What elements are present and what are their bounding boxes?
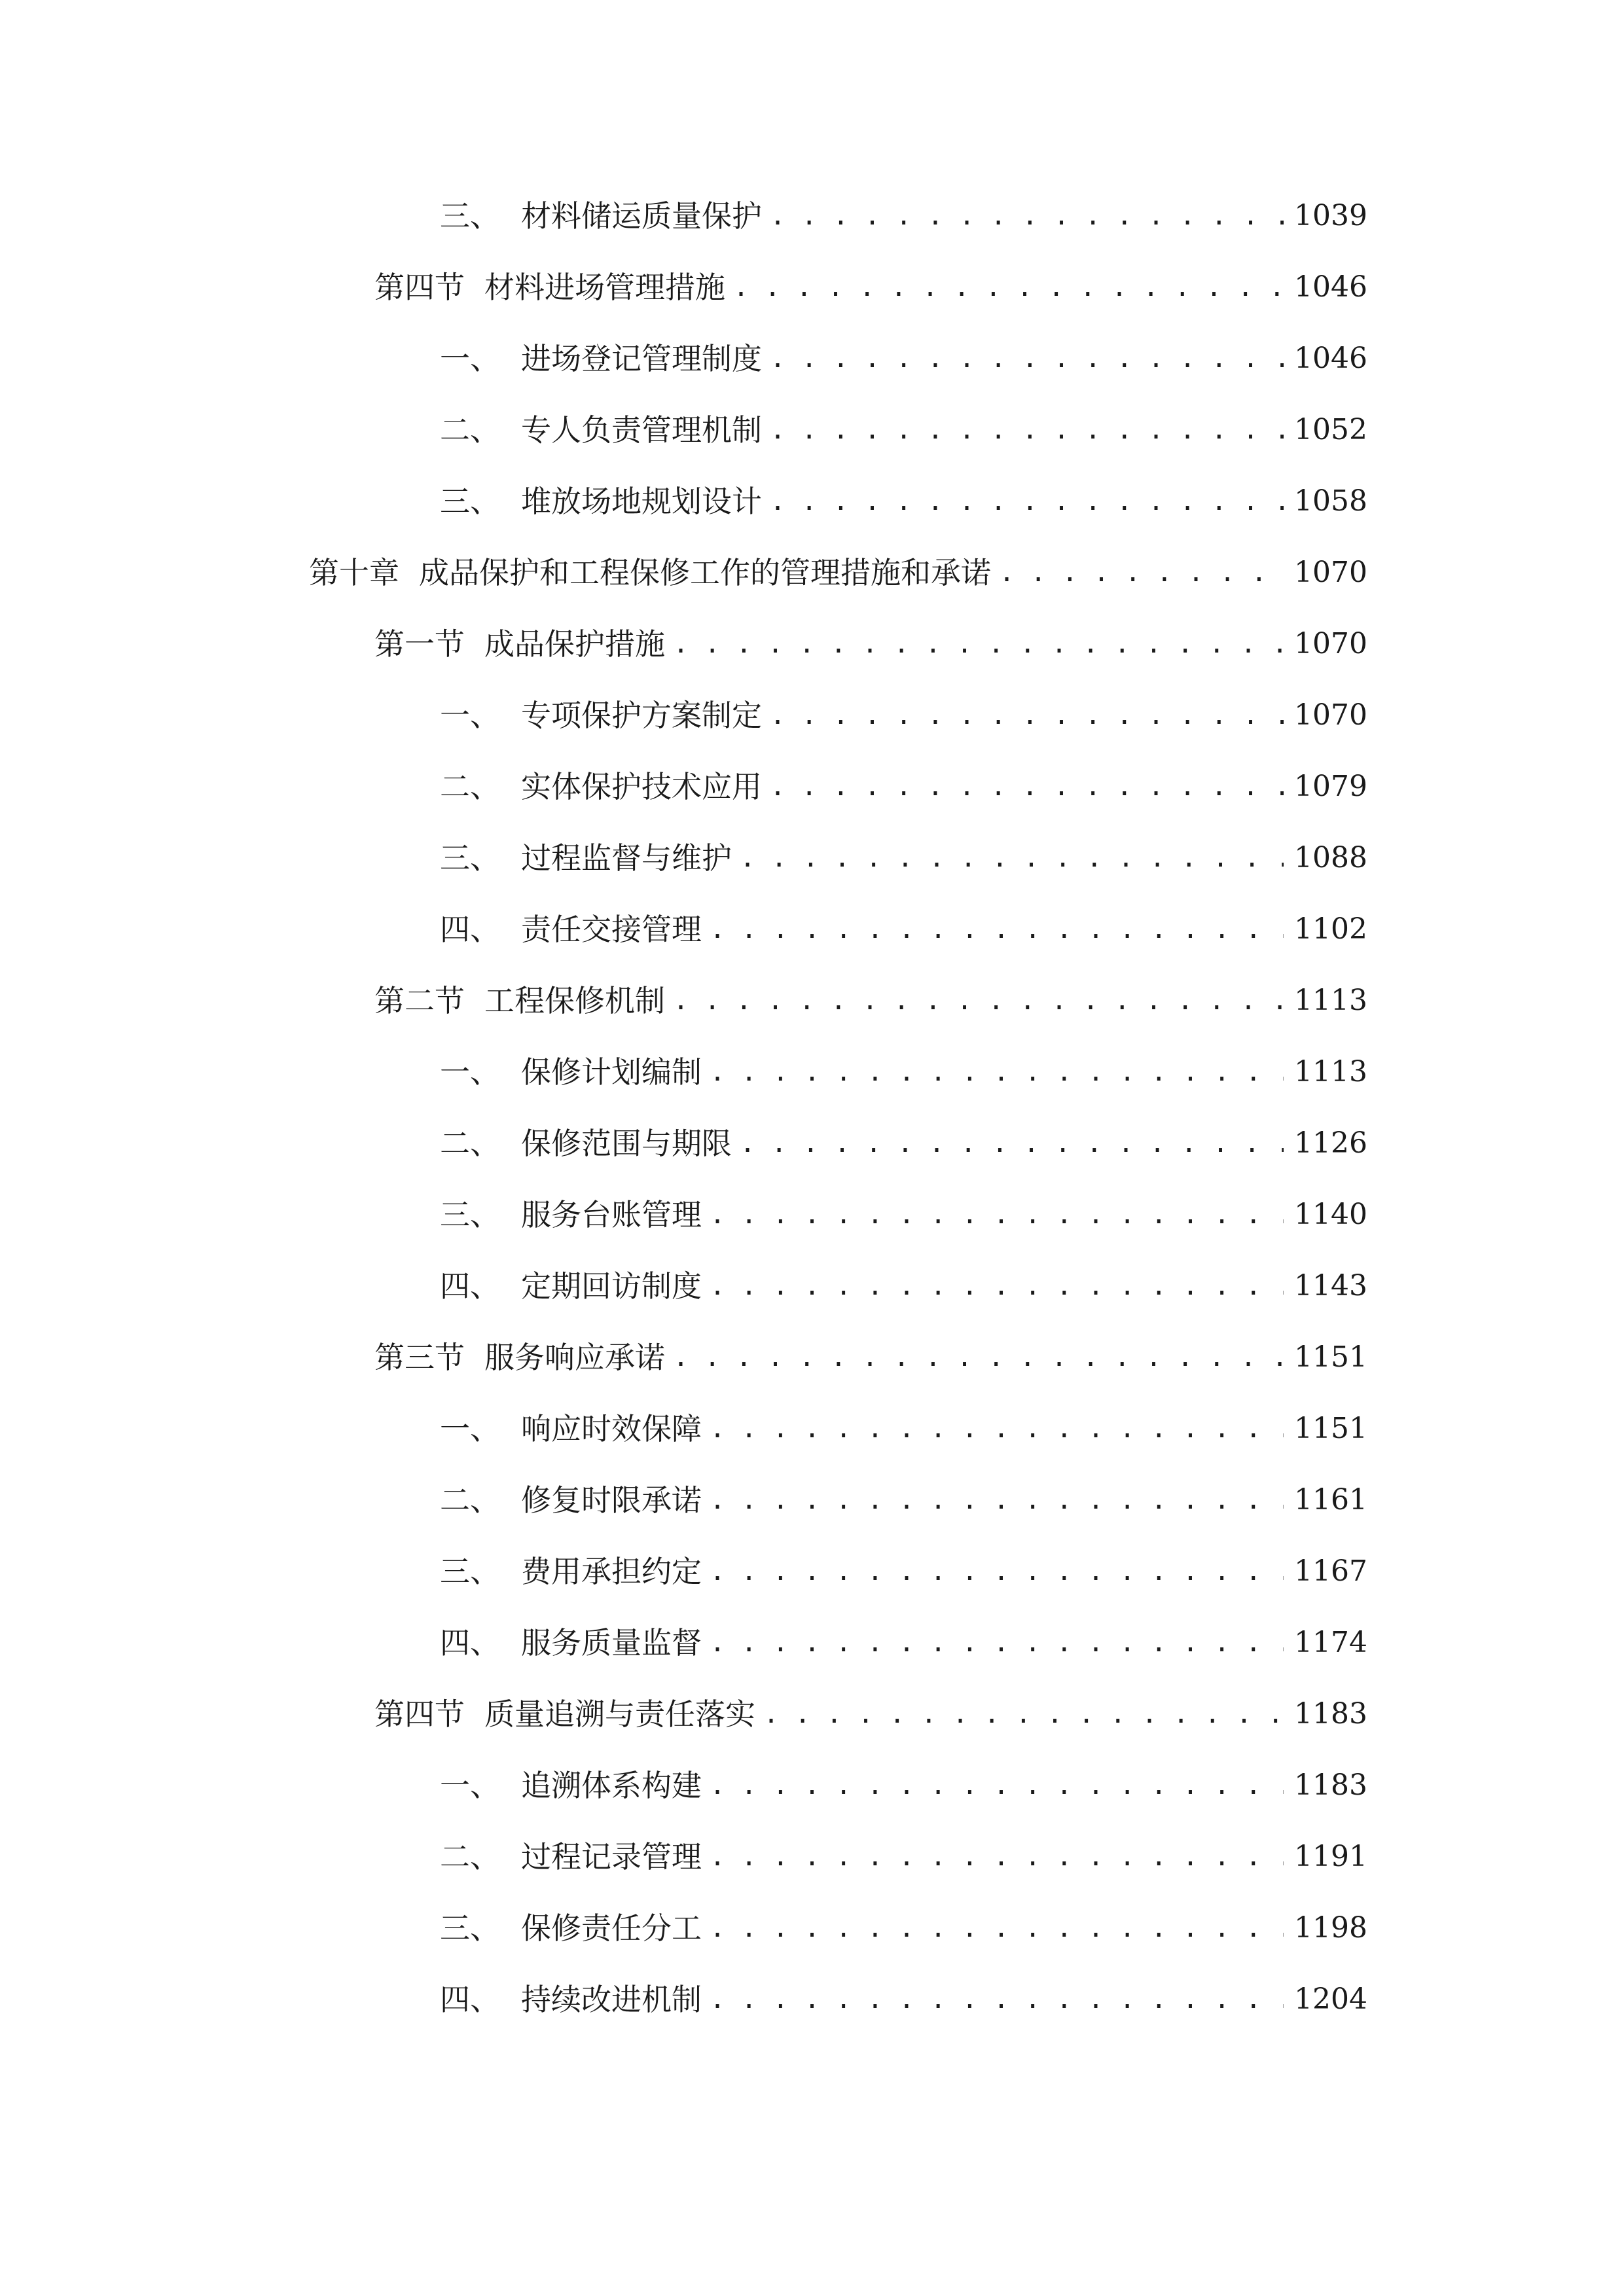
toc-dot-leader	[740, 1117, 1284, 1170]
toc-entry[interactable]	[440, 1545, 1367, 1598]
toc-entry-number: 第一节	[374, 626, 465, 662]
toc-entry-number: 二、	[440, 1126, 500, 1161]
toc-entry-title: 费用承担约定	[521, 1554, 702, 1589]
toc-entry-number: 第二节	[374, 983, 465, 1018]
toc-entry-title: 堆放场地规划设计	[521, 484, 762, 519]
toc-entry-number: 一、	[440, 1411, 500, 1446]
toc-entry-label	[440, 332, 762, 385]
toc-dot-leader	[770, 332, 1284, 385]
toc-entry[interactable]	[440, 689, 1367, 742]
toc-dot-leader	[710, 1189, 1284, 1241]
toc-dot-leader	[673, 618, 1284, 670]
toc-entry-label	[440, 475, 762, 528]
toc-entry[interactable]	[374, 1688, 1367, 1740]
toc-entry-number: 三、	[440, 1197, 500, 1232]
toc-entry-page: 1204	[1294, 1982, 1367, 2016]
toc-entry-page: 1052	[1294, 413, 1367, 446]
toc-entry-label	[440, 1117, 732, 1170]
toc-entry[interactable]	[440, 190, 1367, 242]
toc-entry[interactable]	[440, 1831, 1367, 1883]
toc-entry-title: 服务响应承诺	[484, 1340, 665, 1375]
toc-entry-number: 三、	[440, 1910, 500, 1946]
toc-entry-number: 一、	[440, 698, 500, 733]
toc-entry-page: 1058	[1294, 484, 1367, 518]
toc-entry-title: 过程监督与维护	[521, 840, 732, 876]
toc-entry-number: 第十章	[309, 555, 399, 590]
toc-entry[interactable]	[440, 332, 1367, 385]
toc-entry-page: 1161	[1294, 1483, 1367, 1516]
toc-dot-leader	[710, 1831, 1284, 1883]
toc-dot-leader	[770, 475, 1284, 528]
toc-entry-label	[440, 190, 762, 242]
toc-dot-leader	[673, 1331, 1284, 1384]
toc-entry-page: 1070	[1294, 556, 1367, 589]
toc-entry-page: 1070	[1294, 627, 1367, 660]
toc-entry[interactable]	[440, 832, 1367, 884]
toc-dot-leader	[710, 1474, 1284, 1526]
toc-entry-title: 材料储运质量保护	[521, 198, 762, 234]
toc-dot-leader	[770, 404, 1284, 456]
toc-entry[interactable]	[309, 547, 1367, 599]
toc-entry-label	[374, 1331, 665, 1384]
toc-entry-number: 第四节	[374, 1696, 465, 1732]
toc-entry-number: 三、	[440, 484, 500, 519]
toc-entry-page: 1151	[1294, 1412, 1367, 1445]
toc-dot-leader	[673, 975, 1284, 1027]
toc-entry[interactable]	[440, 1260, 1367, 1312]
toc-entry-page: 1102	[1294, 912, 1367, 946]
toc-entry-label	[440, 1617, 702, 1669]
toc-entry-number: 一、	[440, 1054, 500, 1090]
toc-entry-label	[440, 832, 732, 884]
toc-entry[interactable]	[440, 1117, 1367, 1170]
toc-entry-number: 四、	[440, 912, 500, 947]
toc-entry[interactable]	[440, 1902, 1367, 1954]
toc-dot-leader	[710, 1260, 1284, 1312]
toc-entry-label	[374, 618, 665, 670]
toc-entry-page: 1046	[1294, 270, 1367, 304]
toc-entry-page: 1113	[1294, 1055, 1367, 1088]
toc-entry-label	[440, 1759, 702, 1812]
toc-entry-title: 持续改进机制	[521, 1982, 702, 2017]
toc-entry-number: 三、	[440, 198, 500, 234]
toc-entry[interactable]	[440, 1403, 1367, 1455]
toc-dot-leader	[770, 761, 1284, 813]
toc-entry-number: 四、	[440, 1268, 500, 1304]
toc-entry[interactable]	[440, 1759, 1367, 1812]
toc-entry[interactable]	[374, 261, 1367, 314]
toc-entry-page: 1140	[1294, 1198, 1367, 1231]
toc-dot-leader	[710, 1545, 1284, 1598]
toc-entry-number: 第四节	[374, 270, 465, 305]
toc-dot-leader	[710, 1759, 1284, 1812]
toc-entry-number: 四、	[440, 1982, 500, 2017]
toc-entry-page: 1174	[1294, 1626, 1367, 1659]
toc-entry-label	[440, 689, 762, 742]
toc-entry-title: 保修计划编制	[521, 1054, 702, 1090]
toc-dot-leader	[733, 261, 1284, 314]
toc-entry-title: 定期回访制度	[521, 1268, 702, 1304]
toc-entry[interactable]	[440, 1973, 1367, 2026]
toc-entry[interactable]	[440, 404, 1367, 456]
toc-entry-label	[440, 404, 762, 456]
toc-dot-leader	[710, 1617, 1284, 1669]
toc-entry-title: 保修责任分工	[521, 1910, 702, 1946]
toc-entry-title: 成品保护措施	[484, 626, 665, 662]
toc-entry-title: 修复时限承诺	[521, 1482, 702, 1518]
toc-entry-label	[440, 1973, 702, 2026]
toc-entry-label	[440, 1902, 702, 1954]
toc-entry-title: 保修范围与期限	[521, 1126, 732, 1161]
toc-entry[interactable]	[440, 1617, 1367, 1669]
toc-dot-leader	[770, 689, 1284, 742]
toc-entry-label	[440, 1831, 702, 1883]
toc-dot-leader	[710, 1046, 1284, 1098]
toc-entry-label	[440, 903, 702, 956]
toc-entry-label	[440, 1189, 702, 1241]
toc-entry-page: 1191	[1294, 1840, 1367, 1873]
toc-entry-title: 质量追溯与责任落实	[484, 1696, 755, 1732]
toc-entry-page: 1113	[1294, 984, 1367, 1017]
toc-entry[interactable]	[440, 903, 1367, 956]
toc-entry-title: 响应时效保障	[521, 1411, 702, 1446]
toc-entry-label	[440, 1046, 702, 1098]
toc-entry-page: 1167	[1294, 1554, 1367, 1588]
toc-entry-number: 二、	[440, 1839, 500, 1874]
toc-entry-label	[374, 975, 665, 1027]
toc-entry-title: 追溯体系构建	[521, 1768, 702, 1803]
toc-entry-title: 材料进场管理措施	[484, 270, 725, 305]
toc-entry-title: 过程记录管理	[521, 1839, 702, 1874]
toc-entry[interactable]	[440, 1474, 1367, 1526]
toc-entry-title: 专项保护方案制定	[521, 698, 762, 733]
toc-entry-label	[374, 261, 725, 314]
toc-entry-title: 成品保护和工程保修工作的管理措施和承诺	[419, 555, 991, 590]
toc-dot-leader	[999, 547, 1284, 599]
toc-dot-leader	[710, 1403, 1284, 1455]
toc-entry[interactable]	[374, 975, 1367, 1027]
toc-entry[interactable]	[440, 475, 1367, 528]
toc-entry-page: 1070	[1294, 698, 1367, 732]
toc-entry-page: 1039	[1294, 199, 1367, 232]
toc-entry[interactable]	[440, 1046, 1367, 1098]
toc-entry[interactable]	[374, 618, 1367, 670]
toc-dot-leader	[710, 903, 1284, 956]
toc-entry-page: 1079	[1294, 770, 1367, 803]
toc-entry-title: 服务台账管理	[521, 1197, 702, 1232]
toc-dot-leader	[770, 190, 1284, 242]
toc-entry-title: 进场登记管理制度	[521, 341, 762, 376]
toc-entry-title: 工程保修机制	[484, 983, 665, 1018]
toc-entry-label	[440, 1403, 702, 1455]
toc-dot-leader	[710, 1973, 1284, 2026]
toc-entry-number: 三、	[440, 840, 500, 876]
toc-entry-number: 三、	[440, 1554, 500, 1589]
toc-entry-number: 二、	[440, 1482, 500, 1518]
toc-entry-page: 1151	[1294, 1340, 1367, 1374]
toc-dot-leader	[740, 832, 1284, 884]
toc-entry-title: 服务质量监督	[521, 1625, 702, 1660]
toc-dot-leader	[763, 1688, 1284, 1740]
toc-entry-number: 四、	[440, 1625, 500, 1660]
toc-entry-title: 实体保护技术应用	[521, 769, 762, 804]
toc-entry-label	[440, 761, 762, 813]
toc-entry-page: 1046	[1294, 342, 1367, 375]
toc-dot-leader	[710, 1902, 1284, 1954]
toc-entry-page: 1183	[1294, 1697, 1367, 1731]
toc-entry-page: 1088	[1294, 841, 1367, 874]
toc-entry[interactable]	[440, 1189, 1367, 1241]
toc-entry-number: 二、	[440, 412, 500, 448]
toc-entry-title: 责任交接管理	[521, 912, 702, 947]
toc-entry-number: 二、	[440, 769, 500, 804]
toc-entry[interactable]	[440, 761, 1367, 813]
toc-entry-page: 1126	[1294, 1126, 1367, 1160]
toc-entry-number: 一、	[440, 1768, 500, 1803]
toc-entry-label	[440, 1545, 702, 1598]
toc-entry-label	[440, 1260, 702, 1312]
toc-entry-page: 1143	[1294, 1269, 1367, 1302]
toc-entry-page: 1198	[1294, 1911, 1367, 1945]
toc-entry-label	[374, 1688, 755, 1740]
toc-entry-number: 一、	[440, 341, 500, 376]
toc-entry-page: 1183	[1294, 1768, 1367, 1802]
toc-entry-label	[309, 547, 991, 599]
toc-entry-title: 专人负责管理机制	[521, 412, 762, 448]
toc-entry-number: 第三节	[374, 1340, 465, 1375]
toc-entry[interactable]	[374, 1331, 1367, 1384]
toc-entry-label	[440, 1474, 702, 1526]
